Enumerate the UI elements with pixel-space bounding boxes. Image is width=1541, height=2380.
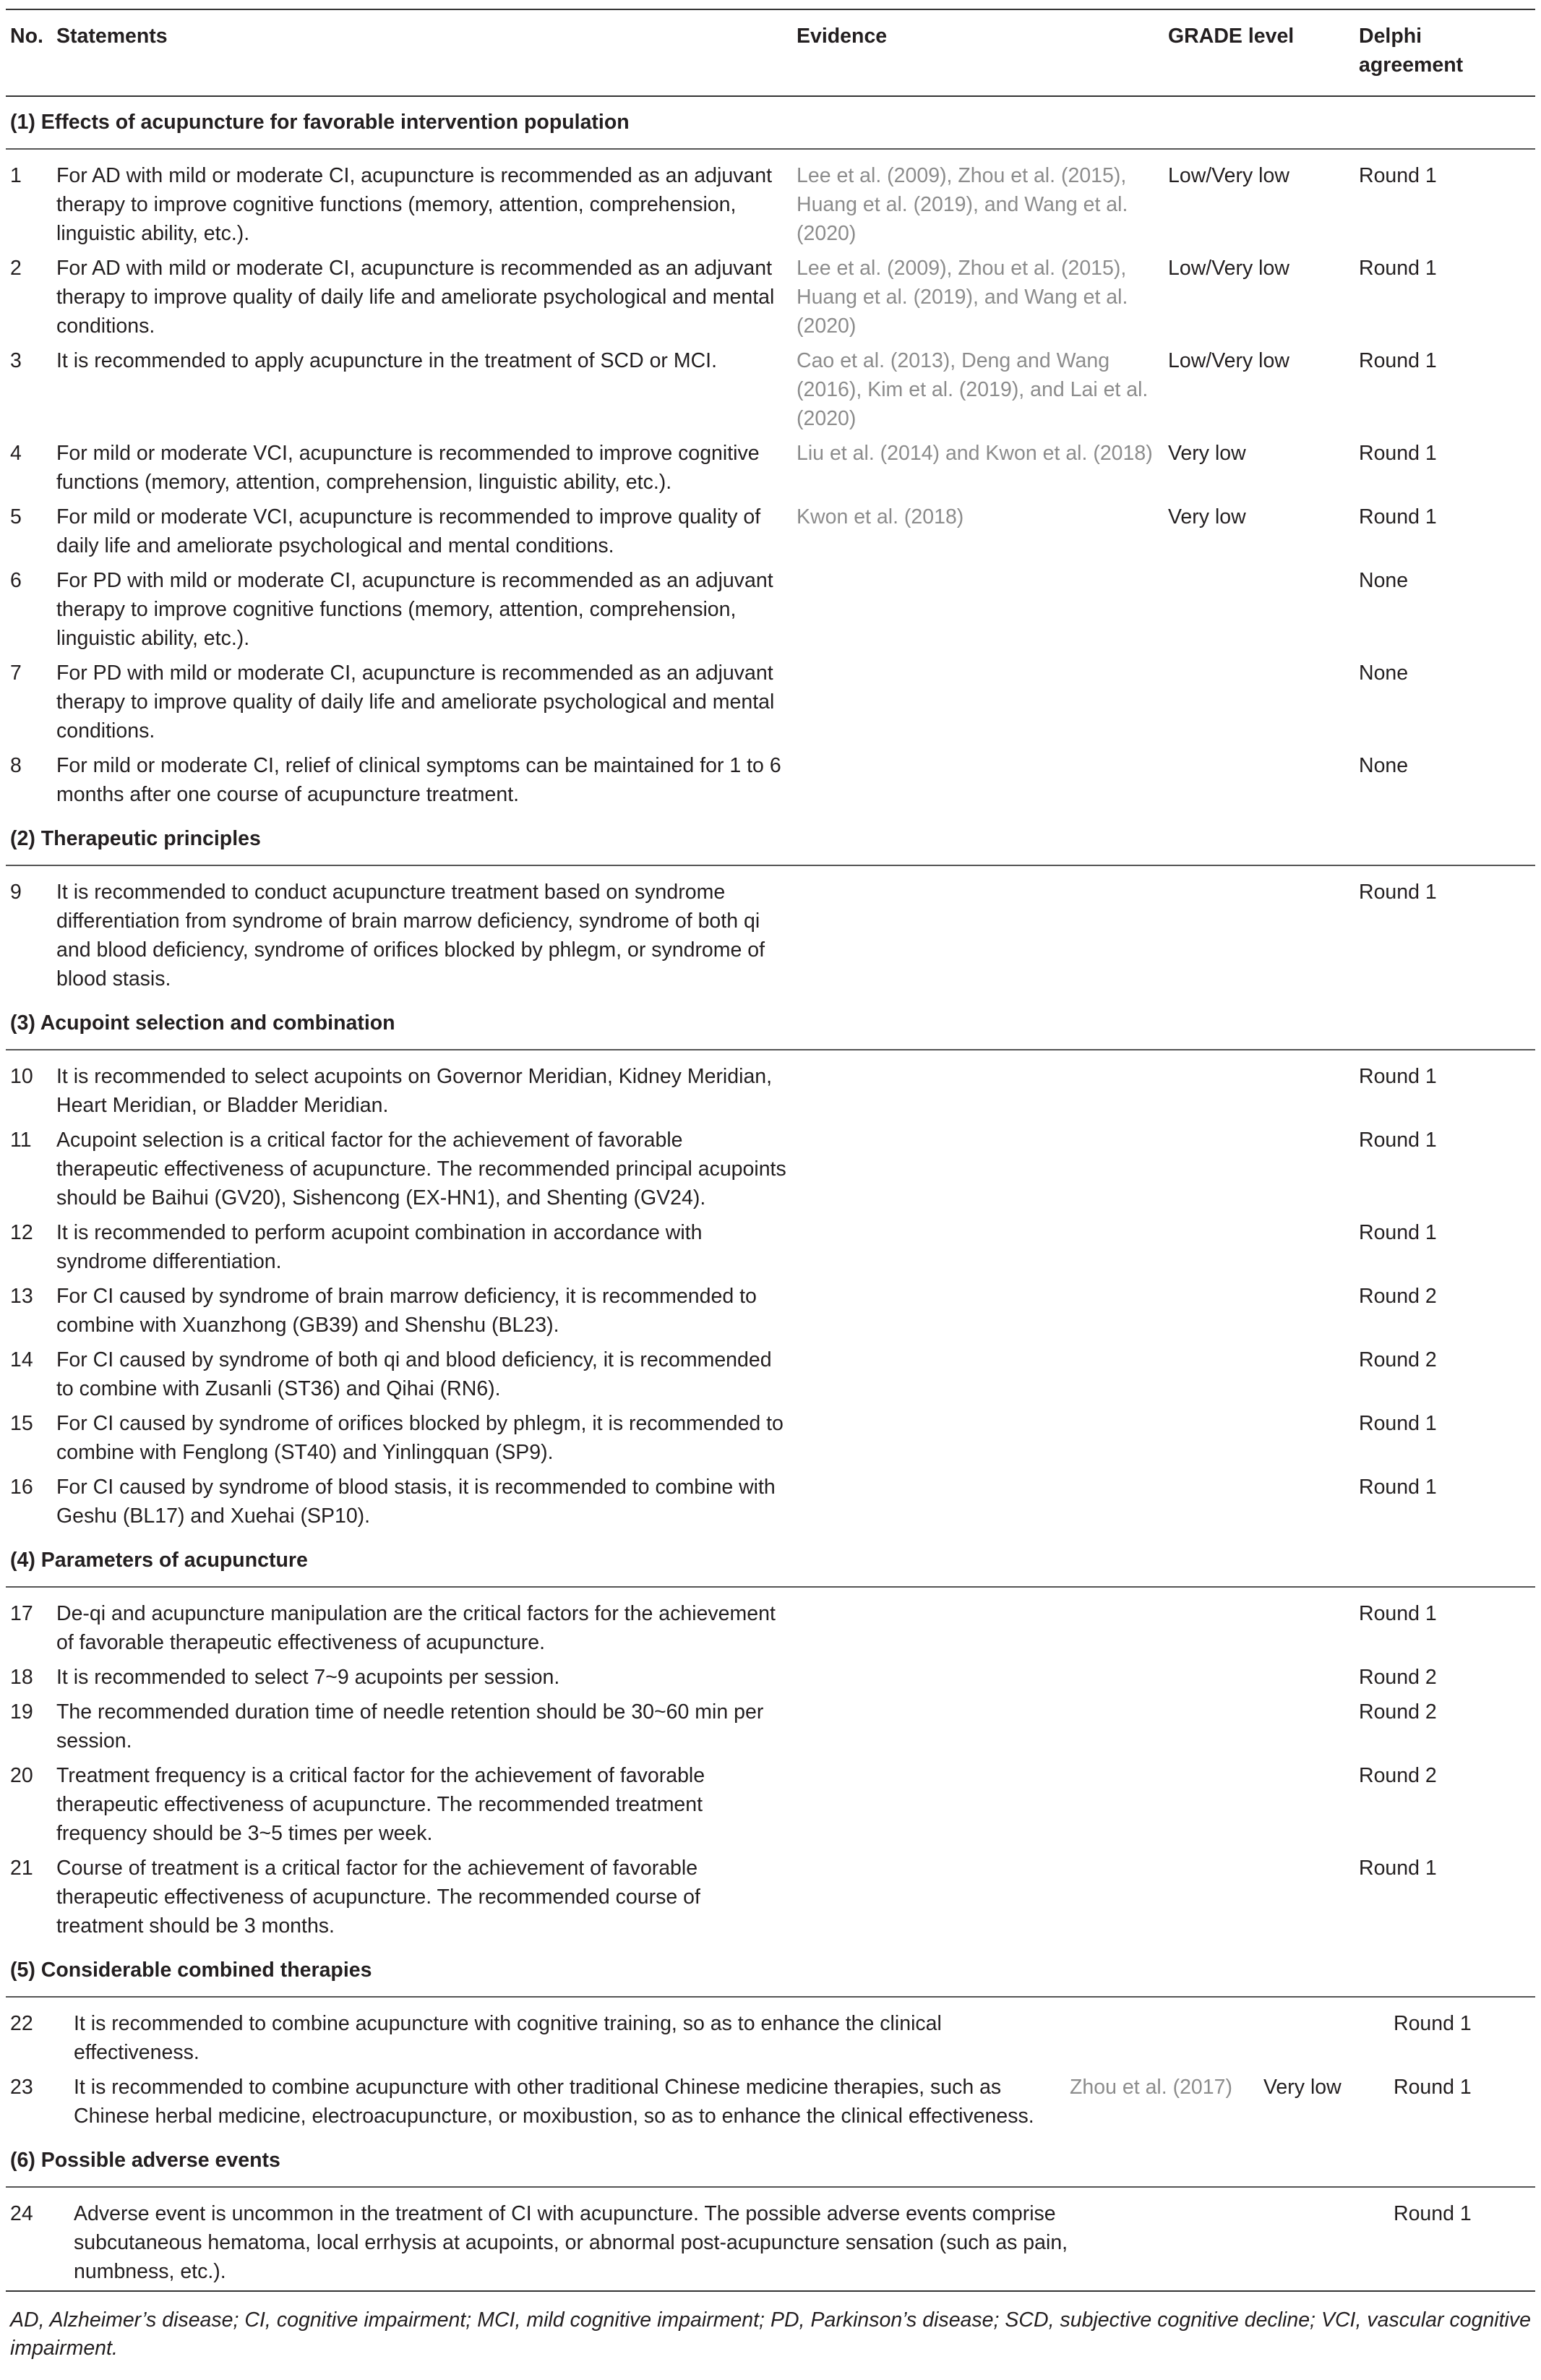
table-row: [6, 565, 1535, 657]
delphi-cell: Round 1: [1359, 1476, 1437, 1499]
evidence-cell: [792, 657, 1164, 750]
row-number: 24: [10, 2202, 33, 2225]
statement-cell: It is recommended to select acupoints on Governor Meridian, Kidney Meridian, Heart Meridian, or Bladder Meridian.: [56, 1065, 773, 1117]
grade-cell: Low/Very low: [1168, 257, 1289, 280]
recommendations-table: [6, 9, 1535, 2363]
table-row: [6, 657, 1535, 750]
evidence-cell: [792, 1760, 1164, 1852]
table-row: [6, 501, 1535, 565]
delphi-cell: Round 1: [1359, 1412, 1437, 1435]
delphi-cell: Round 2: [1359, 1666, 1437, 1689]
row-number: 11: [10, 1129, 32, 1152]
row-number: 21: [10, 1857, 33, 1880]
statement-cell: Course of treatment is a critical factor for the achievement of favorable therapeutic effectiveness of acupuncture. The recommended course of treatment should be 3 months.: [56, 1857, 700, 1938]
table-row: [6, 1280, 1535, 1344]
grade-cell: [1164, 657, 1355, 750]
grade-cell: Low/Very low: [1168, 164, 1289, 187]
evidence-cell: Zhou et al. (2017): [1070, 2076, 1232, 2099]
grade-cell: [1164, 1661, 1355, 1696]
section-row: [6, 96, 1535, 149]
table-row: [6, 865, 1535, 998]
evidence-cell: [792, 1471, 1164, 1535]
table-row: [6, 1997, 1535, 2071]
delphi-cell: Round 1: [1359, 164, 1437, 187]
grade-cell: [1164, 1344, 1355, 1408]
grade-cell: Very low: [1168, 505, 1246, 528]
grade-cell: [1164, 1217, 1355, 1280]
row-number: 6: [10, 569, 22, 592]
header-delphi-line1: Delphi: [1359, 25, 1422, 48]
delphi-cell: Round 1: [1359, 505, 1437, 528]
statement-cell: It is recommended to select 7~9 acupoints per session.: [56, 1666, 560, 1689]
evidence-cell: Lee et al. (2009), Zhou et al. (2015), Huang et al. (2019), and Wang et al. (2020): [797, 257, 1128, 338]
section-title: (6) Possible adverse events: [6, 2135, 1535, 2187]
delphi-cell: None: [1359, 754, 1409, 777]
table-row: [6, 1587, 1535, 1661]
row-number: 12: [10, 1221, 33, 1244]
header-delphi-line2: agreement: [1359, 53, 1464, 77]
evidence-cell: Lee et al. (2009), Zhou et al. (2015), Huang et al. (2019), and Wang et al. (2020): [797, 164, 1128, 245]
evidence-cell: [792, 1852, 1164, 1945]
delphi-cell: Round 1: [1359, 881, 1437, 904]
grade-cell: [1164, 1696, 1355, 1760]
evidence-cell: [792, 1696, 1164, 1760]
table-row: [6, 2071, 1535, 2135]
row-number: 13: [10, 1285, 33, 1308]
row-number: 8: [10, 754, 22, 777]
table-row: [6, 1217, 1535, 1280]
grade-cell: [1164, 1280, 1355, 1344]
delphi-cell: Round 1: [1359, 349, 1437, 372]
table-row: [6, 1760, 1535, 1852]
statement-cell: For PD with mild or moderate CI, acupuncture is recommended as an adjuvant therapy to improve cognitive functions (memory, attention, comprehension, linguistic ability, etc.).: [56, 569, 773, 650]
evidence-cell: [792, 1344, 1164, 1408]
statement-cell: The recommended duration time of needle retention should be 30~60 min per session.: [56, 1700, 764, 1752]
row-number: 3: [10, 349, 22, 372]
statement-cell: It is recommended to perform acupoint combination in accordance with syndrome differentiation.: [56, 1221, 703, 1273]
section-row: [6, 1535, 1535, 1587]
delphi-cell: Round 1: [1359, 1221, 1437, 1244]
table-row: [6, 345, 1535, 437]
table-row: [6, 2187, 1535, 2291]
table-body: [6, 96, 1535, 2291]
statement-cell: For mild or moderate VCI, acupuncture is recommended to improve cognitive functions (memory, attention, comprehension, linguistic ability, etc.).: [56, 442, 760, 494]
section-title: (4) Parameters of acupuncture: [6, 1535, 1535, 1587]
table-row: [6, 1050, 1535, 1124]
section-title: (1) Effects of acupuncture for favorable intervention population: [6, 96, 1535, 149]
row-number: 14: [10, 1348, 33, 1371]
delphi-cell: Round 1: [1359, 1857, 1437, 1880]
row-number: 15: [10, 1412, 33, 1435]
evidence-cell: [792, 1408, 1164, 1471]
header-delphi: [1355, 9, 1535, 96]
grade-cell: [1164, 1852, 1355, 1945]
delphi-cell: Round 2: [1359, 1764, 1437, 1787]
statement-cell: Treatment frequency is a critical factor for the achievement of favorable therapeutic effectiveness of acupuncture. The recommended treatment frequency should be 3~5 times per week.: [56, 1764, 705, 1845]
row-number: 5: [10, 505, 22, 528]
delphi-cell: Round 1: [1359, 1129, 1437, 1152]
row-number: 22: [10, 2012, 33, 2035]
evidence-cell: Cao et al. (2013), Deng and Wang (2016), Kim et al. (2019), and Lai et al. (2020): [797, 349, 1149, 430]
header-evidence: Evidence: [792, 9, 1164, 96]
delphi-cell: Round 2: [1359, 1348, 1437, 1371]
grade-cell: [1164, 1408, 1355, 1471]
statement-cell: It is recommended to conduct acupuncture treatment based on syndrome differentiation from syndrome of brain marrow deficiency, syndrome of both qi and blood deficiency, syndrome of orifices blocked by phlegm, or syndrome of blood stasis.: [56, 881, 765, 990]
grade-cell: [1164, 1050, 1355, 1124]
row-number: 2: [10, 257, 22, 280]
delphi-cell: Round 2: [1359, 1700, 1437, 1724]
delphi-cell: Round 1: [1394, 2202, 1472, 2225]
footnote-row: [6, 2291, 1535, 2363]
statement-cell: For mild or moderate VCI, acupuncture is recommended to improve quality of daily life and ameliorate psychological and mental conditions.: [56, 505, 761, 557]
evidence-grade-cell: [1070, 2071, 1355, 2135]
header-no: No.: [6, 9, 52, 96]
evidence-cell: [792, 1280, 1164, 1344]
delphi-cell: Round 1: [1394, 2076, 1472, 2099]
table-row: [6, 1124, 1535, 1217]
statement-cell: [52, 2187, 1164, 2291]
evidence-cell: [792, 865, 1164, 998]
row-number: 19: [10, 1700, 33, 1724]
statement-text: It is recommended to combine acupuncture with cognitive training, so as to enhance the clinical effectiveness.: [74, 2012, 942, 2064]
statement-cell: Acupoint selection is a critical factor for the achievement of favorable therapeutic effectiveness of acupuncture. The recommended principal acupoints should be Baihui (GV20), Sishencong (EX-HN1), and Shenting (GV24).: [56, 1129, 786, 1210]
statement-cell: De-qi and acupuncture manipulation are the critical factors for the achievement of favorable therapeutic effectiveness of acupuncture.: [56, 1602, 776, 1654]
header-grade: GRADE level: [1164, 9, 1355, 96]
evidence-cell: Kwon et al. (2018): [797, 505, 964, 528]
row-number: 17: [10, 1602, 33, 1625]
statement-cell: [52, 2071, 1164, 2135]
delphi-cell: None: [1359, 662, 1409, 685]
statement-cell: For CI caused by syndrome of orifices blocked by phlegm, it is recommended to combine with Fenglong (ST40) and Yinlingquan (SP9).: [56, 1412, 784, 1464]
table-row: [6, 1661, 1535, 1696]
section-title: (5) Considerable combined therapies: [6, 1945, 1535, 1997]
row-number: 23: [10, 2076, 33, 2099]
delphi-cell: Round 1: [1359, 1602, 1437, 1625]
grade-cell: [1164, 1471, 1355, 1535]
statement-cell: For CI caused by syndrome of blood stasis, it is recommended to combine with Geshu (BL17) and Xuehai (SP10).: [56, 1476, 776, 1528]
delphi-cell: Round 1: [1394, 2012, 1472, 2035]
row-number: 16: [10, 1476, 33, 1499]
statement-cell: [52, 1997, 1164, 2071]
evidence-grade-cell: [1164, 1997, 1355, 2071]
table-header-row: [6, 9, 1535, 96]
table-footnote: AD, Alzheimer’s disease; CI, cognitive impairment; MCI, mild cognitive impairment; PD, Parkinson’s disease; SCD, subjective cognitive decline; VCI, vascular cognitive impairment.: [6, 2291, 1535, 2363]
row-number: 10: [10, 1065, 33, 1088]
grade-cell: [1164, 865, 1355, 998]
grade-cell: [1164, 565, 1355, 657]
header-statements: Statements: [52, 9, 792, 96]
section-row: [6, 813, 1535, 865]
evidence-cell: Liu et al. (2014) and Kwon et al. (2018): [797, 442, 1153, 465]
evidence-cell: [792, 1124, 1164, 1217]
evidence-cell: [792, 1587, 1164, 1661]
evidence-grade-cell: [1164, 2187, 1355, 2291]
section-title: (2) Therapeutic principles: [6, 813, 1535, 865]
evidence-cell: [792, 1050, 1164, 1124]
statement-cell: For CI caused by syndrome of brain marrow deficiency, it is recommended to combine with Xuanzhong (GB39) and Shenshu (BL23).: [56, 1285, 757, 1337]
table-row: [6, 1852, 1535, 1945]
delphi-cell: Round 2: [1359, 1285, 1437, 1308]
table-row: [6, 252, 1535, 345]
table-row: [6, 1696, 1535, 1760]
delphi-cell: Round 1: [1359, 442, 1437, 465]
evidence-cell: [792, 565, 1164, 657]
statement-cell: For mild or moderate CI, relief of clinical symptoms can be maintained for 1 to 6 months after one course of acupuncture treatment.: [56, 754, 781, 806]
grade-cell: [1164, 750, 1355, 813]
table-row: [6, 1408, 1535, 1471]
row-number: 1: [10, 164, 22, 187]
table-row: [6, 1471, 1535, 1535]
statement-cell: It is recommended to apply acupuncture in the treatment of SCD or MCI.: [56, 349, 718, 372]
statement-cell: For AD with mild or moderate CI, acupuncture is recommended as an adjuvant therapy to improve cognitive functions (memory, attention, comprehension, linguistic ability, etc.).: [56, 164, 773, 245]
table-row: [6, 1344, 1535, 1408]
row-number: 20: [10, 1764, 33, 1787]
statement-text: Adverse event is uncommon in the treatment of CI with acupuncture. The possible adverse events comprise subcutaneous hematoma, local errhysis at acupoints, or abnormal post-acupuncture sensation (such as pain, numbness, etc.).: [74, 2202, 1068, 2283]
evidence-cell: [792, 750, 1164, 813]
grade-cell: Very low: [1168, 442, 1246, 465]
statement-text: It is recommended to combine acupuncture with other traditional Chinese medicine therapies, such as Chinese herbal medicine, electroacupuncture, or moxibustion, so as to enhance the clinical effectiveness.: [74, 2076, 1034, 2128]
statement-cell: For AD with mild or moderate CI, acupuncture is recommended as an adjuvant therapy to improve quality of daily life and ameliorate psychological and mental conditions.: [56, 257, 775, 338]
section-title: (3) Acupoint selection and combination: [6, 998, 1535, 1050]
delphi-cell: Round 1: [1359, 257, 1437, 280]
section-row: [6, 998, 1535, 1050]
evidence-cell: [792, 1661, 1164, 1696]
statement-cell: For CI caused by syndrome of both qi and blood deficiency, it is recommended to combine with Zusanli (ST36) and Qihai (RN6).: [56, 1348, 772, 1400]
section-row: [6, 1945, 1535, 1997]
table-row: [6, 437, 1535, 501]
table-row: [6, 750, 1535, 813]
grade-cell: Low/Very low: [1168, 349, 1289, 372]
row-number: 7: [10, 662, 22, 685]
grade-cell: Very low: [1263, 2076, 1342, 2099]
grade-cell: [1164, 1124, 1355, 1217]
row-number: 18: [10, 1666, 33, 1689]
statement-cell: For PD with mild or moderate CI, acupuncture is recommended as an adjuvant therapy to improve quality of daily life and ameliorate psychological and mental conditions.: [56, 662, 775, 742]
grade-cell: [1164, 1760, 1355, 1852]
delphi-cell: None: [1359, 569, 1409, 592]
grade-cell: [1164, 1587, 1355, 1661]
evidence-cell: [792, 1217, 1164, 1280]
section-row: [6, 2135, 1535, 2187]
row-number: 9: [10, 881, 22, 904]
row-number: 4: [10, 442, 22, 465]
table-row: [6, 149, 1535, 252]
delphi-cell: Round 1: [1359, 1065, 1437, 1088]
